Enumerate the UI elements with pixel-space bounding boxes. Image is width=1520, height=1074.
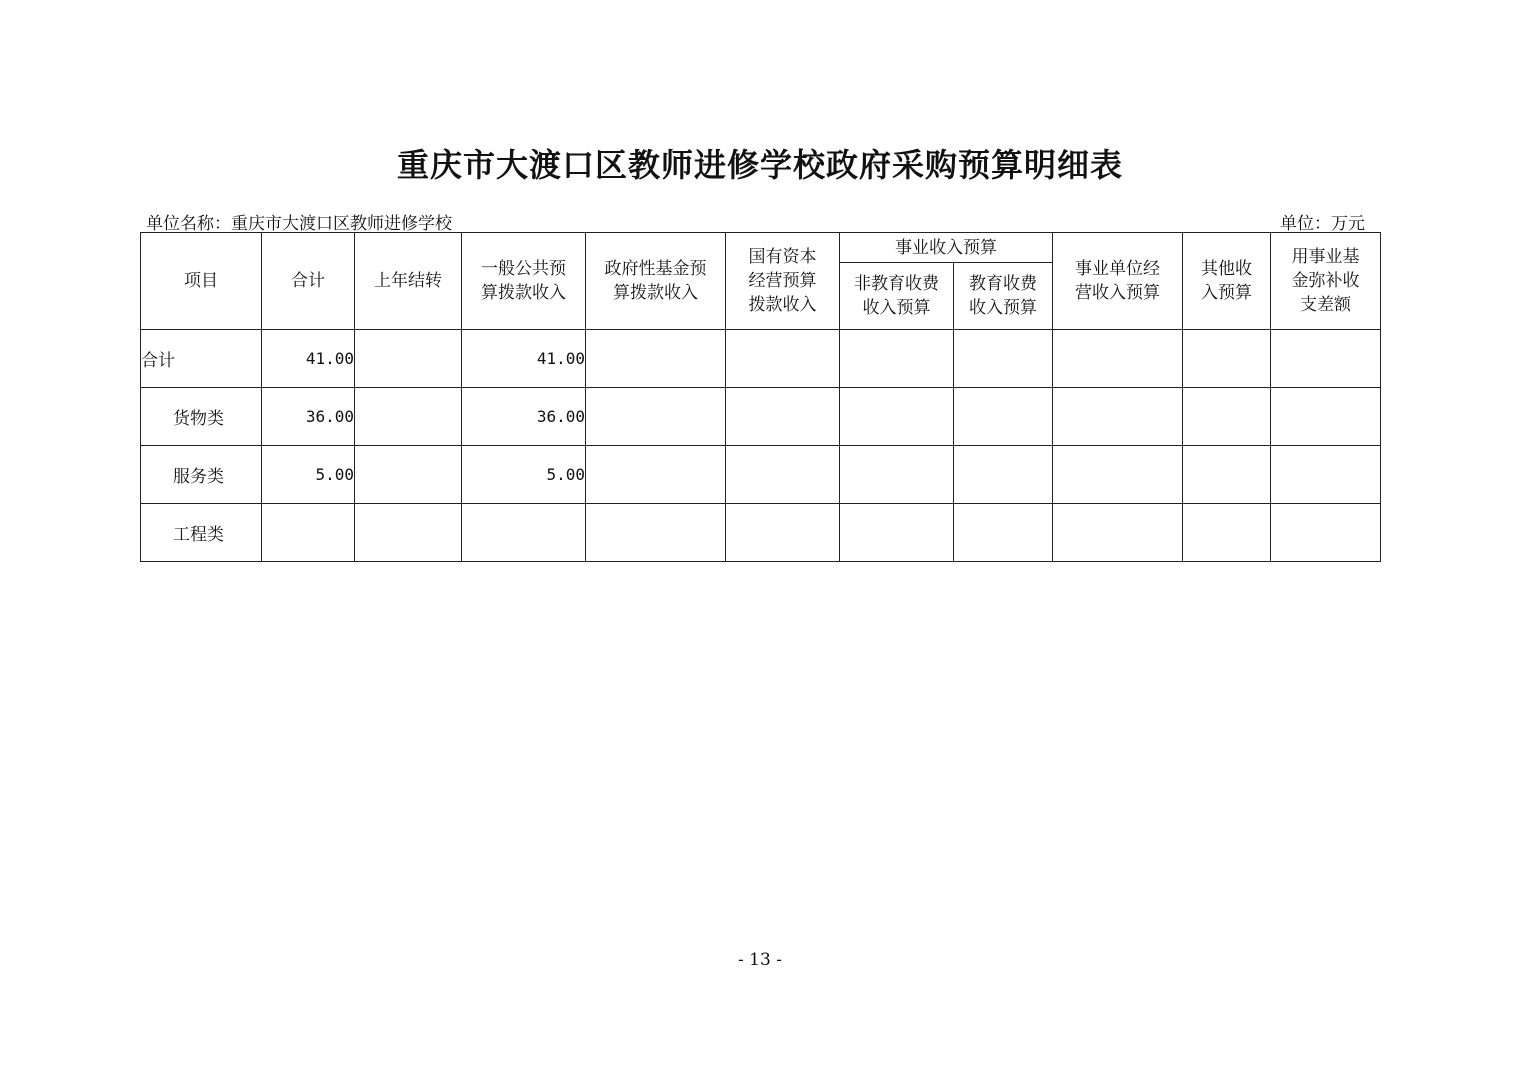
header-row-1 xyxy=(141,233,1381,263)
cell-other xyxy=(1183,330,1271,388)
cell-other xyxy=(1183,504,1271,562)
header-other: 其他收 入预算 xyxy=(1183,233,1271,330)
header-general-public: 一般公共预 算拨款收入 xyxy=(462,233,586,330)
table-row-total xyxy=(141,330,1381,388)
cell-edu-fee xyxy=(954,330,1053,388)
cell-edu-fee xyxy=(954,388,1053,446)
cell-total: 36.00 xyxy=(262,388,355,446)
header-fund-offset: 用事业基 金弥补收 支差额 xyxy=(1271,233,1381,330)
row-item: 工程类 xyxy=(141,504,262,562)
cell-gov-fund xyxy=(586,504,726,562)
cell-other xyxy=(1183,446,1271,504)
cell-operating xyxy=(1053,504,1183,562)
table-row-goods xyxy=(141,388,1381,446)
cell-non-edu-fee xyxy=(840,504,954,562)
procurement-budget-table xyxy=(140,232,1381,562)
cell-general-public xyxy=(462,504,586,562)
header-non-edu-fee: 非教育收费 收入预算 xyxy=(840,263,954,330)
unit-name-label: 单位名称：重庆市大渡口区教师进修学校 xyxy=(146,214,452,234)
cell-state-capital xyxy=(726,504,840,562)
cell-carryover xyxy=(355,388,462,446)
cell-fund-offset xyxy=(1271,388,1381,446)
header-operating: 事业单位经 营收入预算 xyxy=(1053,233,1183,330)
cell-non-edu-fee xyxy=(840,388,954,446)
header-total: 合计 xyxy=(262,233,355,330)
cell-gov-fund xyxy=(586,388,726,446)
cell-general-public: 41.00 xyxy=(462,330,586,388)
cell-general-public: 5.00 xyxy=(462,446,586,504)
header-edu-fee: 教育收费 收入预算 xyxy=(954,263,1053,330)
cell-total xyxy=(262,504,355,562)
cell-operating xyxy=(1053,388,1183,446)
cell-fund-offset xyxy=(1271,446,1381,504)
cell-total: 5.00 xyxy=(262,446,355,504)
cell-other xyxy=(1183,388,1271,446)
cell-state-capital xyxy=(726,388,840,446)
table-row-services xyxy=(141,446,1381,504)
cell-non-edu-fee xyxy=(840,330,954,388)
cell-general-public: 36.00 xyxy=(462,388,586,446)
header-career-income: 事业收入预算 xyxy=(840,233,1053,263)
page-title: 重庆市大渡口区教师进修学校政府采购预算明细表 xyxy=(396,146,1123,184)
cell-total: 41.00 xyxy=(262,330,355,388)
cell-edu-fee xyxy=(954,446,1053,504)
cell-gov-fund xyxy=(586,330,726,388)
cell-non-edu-fee xyxy=(840,446,954,504)
page-number: - 13 - xyxy=(738,950,782,970)
cell-carryover xyxy=(355,330,462,388)
header-state-capital: 国有资本 经营预算 拨款收入 xyxy=(726,233,840,330)
header-item: 项目 xyxy=(141,233,262,330)
cell-state-capital xyxy=(726,446,840,504)
row-item: 合计 xyxy=(141,330,262,388)
row-item: 服务类 xyxy=(141,446,262,504)
table-row-engineering xyxy=(141,504,1381,562)
cell-fund-offset xyxy=(1271,504,1381,562)
cell-fund-offset xyxy=(1271,330,1381,388)
cell-gov-fund xyxy=(586,446,726,504)
header-carryover: 上年结转 xyxy=(355,233,462,330)
header-gov-fund: 政府性基金预 算拨款收入 xyxy=(586,233,726,330)
cell-operating xyxy=(1053,446,1183,504)
cell-operating xyxy=(1053,330,1183,388)
unit-label: 单位：万元 xyxy=(1280,214,1365,234)
cell-edu-fee xyxy=(954,504,1053,562)
cell-carryover xyxy=(355,446,462,504)
row-item: 货物类 xyxy=(141,388,262,446)
cell-carryover xyxy=(355,504,462,562)
cell-state-capital xyxy=(726,330,840,388)
